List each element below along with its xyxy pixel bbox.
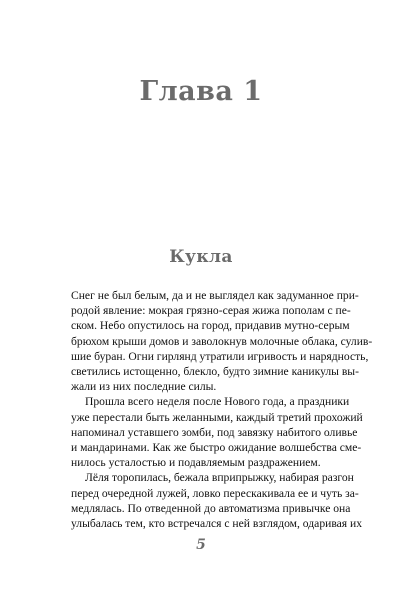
text-line: нилось усталостью и подавляемым раздражением. <box>71 456 321 470</box>
text-line: улыбалась тем, кто встречался с ней взглядом, одаривая их <box>71 517 363 531</box>
text-line: жали из них последние силы. <box>71 380 217 394</box>
section-title: Кукла <box>169 247 233 267</box>
body-text <box>71 288 373 531</box>
text-line: перед очередной лужей, ловко перескакивала ее и чуть за- <box>71 486 359 500</box>
text-line: шие буран. Огни гирлянд утратили игривость и нарядность, <box>71 349 369 363</box>
text-line: Снег не был белым, да и не выглядел как задуманное при- <box>71 289 359 302</box>
text-line: медлялась. По отведенной до автоматизма привычке она <box>71 501 351 515</box>
paragraph-1 <box>71 288 373 394</box>
text-line: брюхом крыши домов и заволокнув молочные облака, сулив- <box>71 334 373 348</box>
text-line: напоминал уставшего зомби, под завязку набитого оливье <box>71 425 358 439</box>
paragraph-3 <box>71 470 363 531</box>
text-line: родой явление: мокрая грязно-серая жижа пополам с пе- <box>71 304 351 318</box>
text-line: светились истощенно, блекло, будто зимние каникулы вы- <box>71 365 359 379</box>
text-line: уже перестали быть желанными, каждый третий прохожий <box>71 410 363 424</box>
page-number: 5 <box>196 537 206 553</box>
paragraph-2 <box>71 394 363 470</box>
text-line: ском. Небо опустилось на город, придавив мутно-серым <box>71 319 350 333</box>
text-line: Прошла всего неделя после Нового года, а праздники <box>85 395 350 409</box>
text-line: Лёля торопилась, бежала вприпрыжку, набирая разгон <box>85 471 354 485</box>
text-line: и мандаринами. Как же быстро ожидание волшебства сме- <box>71 441 362 455</box>
chapter-title: Глава 1 <box>139 76 263 107</box>
